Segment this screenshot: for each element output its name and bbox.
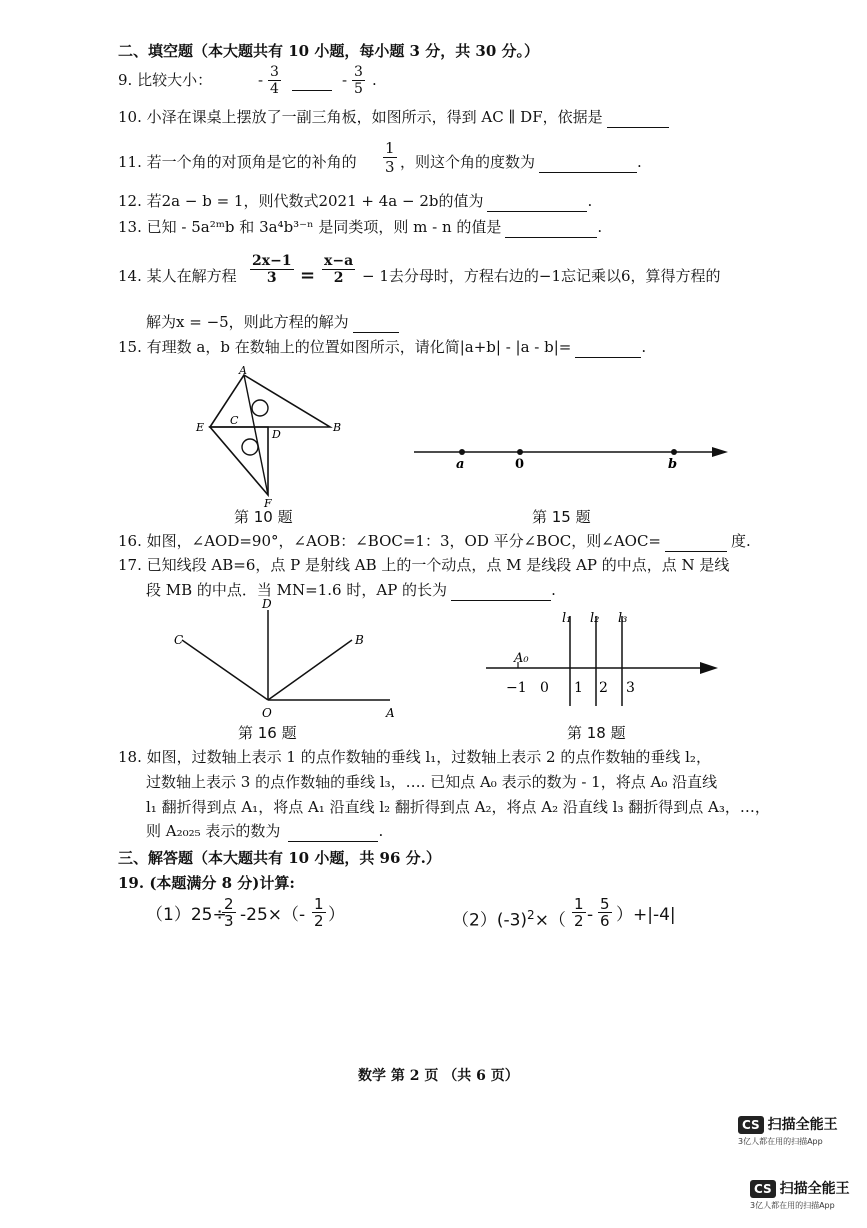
question-14: 14. 某人在解方程 (118, 267, 237, 285)
minus-sign: - (258, 71, 264, 89)
fraction-five-sixths: $\frac{5}{6}$ (600, 895, 610, 930)
arrow-icon (712, 447, 728, 457)
label-o: O (262, 706, 272, 720)
question-18-line-3: l₁ 翻折得到点 A₁，将点 A₁ 沿直线 l₂ 翻折得到点 A₂，将点 A₂ 沿直线 l₃ 翻折得到点 A₃，…， (146, 798, 770, 816)
fraction-x-minus-a-over-2: $\frac{x-a}{2}$ (324, 253, 354, 286)
fraction-one-half: $\frac{1}{2}$ (574, 895, 584, 930)
label-a: A (386, 706, 395, 720)
answer-blank-18[interactable] (288, 821, 378, 842)
label-zero: 0 (515, 457, 525, 472)
answer-blank-12[interactable] (487, 191, 587, 212)
ray-ob (268, 640, 352, 700)
question-18-line-4: 则 A₂₀₂₅ 表示的数为 . (146, 822, 384, 840)
label-l3: l₃ (618, 611, 628, 626)
figure-10-triangles (190, 360, 350, 510)
triangle-hole (252, 400, 268, 416)
label-d: D (272, 428, 281, 441)
line-ac-df (244, 375, 268, 495)
question-9-prefix: 9. 比较大小： (118, 71, 213, 89)
question-11: 11. 若一个角的对顶角是它的补角的 (118, 153, 357, 171)
minus-sign: - (587, 905, 594, 925)
question-11-suffix: ，则这个角的度数为 . (400, 153, 642, 171)
point-zero (517, 449, 523, 455)
label-b: b (668, 457, 678, 472)
label-d: D (262, 597, 272, 611)
question-16: 16. 如图，∠AOD=90°，∠AOB：∠BOC=1：3，OD 平分∠BOC，则∠AOC= 度. (118, 532, 751, 550)
question-14-line-2: 解为x = −5，则此方程的解为 (146, 312, 399, 333)
figure-16-caption: 第 16 题 (238, 724, 297, 742)
question-18-line-2: 过数轴上表示 3 的点作数轴的垂线 l₃，…. 已知点 A₀ 表示的数为 - 1，将点 A₀ 沿直线 (146, 773, 718, 791)
answer-blank-17[interactable] (451, 580, 551, 601)
figure-16-angles (170, 596, 400, 726)
answer-blank-16[interactable] (665, 531, 727, 552)
question-14-rest: − 1去分母时，方程右边的−1忘记乘以6，算得方程的 (362, 267, 721, 285)
cs-logo-icon: CS (750, 1180, 776, 1198)
fraction-one-third: $\frac{1}{3}$ (385, 139, 395, 176)
question-15: 15. 有理数 a，b 在数轴上的位置如图所示，请化简|a+b| - |a - b|= . (118, 338, 647, 356)
figure-18-caption: 第 18 题 (567, 724, 626, 742)
question-12: 12. 若2a − b = 1，则代数式2021 + 4a − 2b的值为 . (118, 192, 593, 210)
label-f: F (264, 497, 272, 510)
question-19-part-2: $(2)(-3)^2\times$（ (452, 908, 566, 931)
page-footer: 数学 第 2 页 （共 6 页） (358, 1068, 519, 1084)
question-9 (118, 70, 212, 90)
label-three: 3 (626, 680, 635, 696)
label-b: B (333, 421, 342, 434)
figure-10-caption: 第 10 题 (234, 508, 293, 526)
label-b: B (355, 633, 364, 647)
label-minus-one: −1 (506, 680, 527, 696)
triangle-hole (242, 439, 258, 455)
fraction-one-half: $\frac{1}{2}$ (314, 895, 324, 930)
fraction-three-fifths: $\frac{3}{5}$ (354, 64, 363, 97)
answer-blank-10[interactable] (607, 107, 669, 128)
figure-15-number-line (410, 438, 730, 478)
answer-blank-9[interactable] (292, 70, 332, 91)
question-17-line-1: 17. 已知线段 AB=6，点 P 是射线 AB 上的一个动点，点 M 是线段 AP 的中点，点 N 是线 (118, 556, 730, 574)
question-17-line-2: 段 MB 的中点．当 MN=1.6 时，AP 的长为 . (146, 581, 556, 599)
point-a (459, 449, 465, 455)
label-l2: l₂ (590, 611, 600, 626)
label-a: A (239, 364, 247, 377)
answer-blank-15[interactable] (575, 337, 641, 358)
answer-blank-11[interactable] (539, 152, 637, 173)
question-19-title: 19. (本题满分 8 分)计算: (118, 874, 295, 892)
figure-15-caption: 第 15 题 (532, 508, 591, 526)
label-c: C (230, 414, 239, 427)
scanner-watermark: CS 扫描全能王 3亿人都在用的扫描App (750, 1181, 850, 1210)
question-19-part-1: （1）25÷ (146, 905, 227, 925)
question-13: 13. 已知 - 5a²ᵐb 和 3a⁴b³⁻ⁿ 是同类项，则 m - n 的值是 . (118, 218, 603, 236)
section-2-header: 二、填空题（本大题共有 10 小题，每小题 3 分，共 30 分。） (118, 42, 540, 60)
question-19-part-1-end: ） (328, 905, 345, 925)
label-e: E (196, 421, 205, 434)
answer-blank-14[interactable] (353, 312, 399, 333)
label-zero: 0 (540, 680, 549, 696)
label-a0: A₀ (514, 651, 529, 666)
figure-18-number-line (484, 606, 724, 716)
period: . (372, 71, 377, 89)
question-18-line-1: 18. 如图，过数轴上表示 1 的点作数轴的垂线 l₁，过数轴上表示 2 的点作数轴的垂线 l₂， (118, 748, 711, 766)
question-10: 10. 小泽在课桌上摆放了一副三角板，如图所示，得到 AC ∥ DF，依据是 (118, 107, 669, 128)
cs-logo-icon: CS (738, 1116, 764, 1134)
answer-blank-13[interactable] (505, 217, 597, 238)
equals-sign: = (300, 265, 316, 286)
section-3-header: 三、解答题（本大题共有 10 小题，共 96 分.） (118, 849, 441, 867)
scanner-watermark: CS 扫描全能王 3亿人都在用的扫描App (738, 1117, 838, 1146)
label-two: 2 (599, 680, 608, 696)
fraction-2x-minus-1-over-3: $\frac{2x-1}{3}$ (252, 253, 292, 286)
point-b (671, 449, 677, 455)
fraction-two-thirds: $\frac{2}{3}$ (224, 895, 234, 930)
label-l1: l₁ (562, 611, 572, 626)
label-c: C (174, 633, 184, 647)
fraction-three-quarters: $\frac{3}{4}$ (270, 64, 279, 97)
ray-oc (182, 640, 268, 700)
question-19-part-2-end: ）+|-4| (616, 905, 676, 925)
minus-sign: - (342, 71, 348, 89)
question-19-part-1-middle: -25×（- (240, 905, 306, 925)
label-a: a (456, 457, 465, 472)
arrow-icon (700, 662, 718, 674)
label-one: 1 (574, 680, 583, 696)
